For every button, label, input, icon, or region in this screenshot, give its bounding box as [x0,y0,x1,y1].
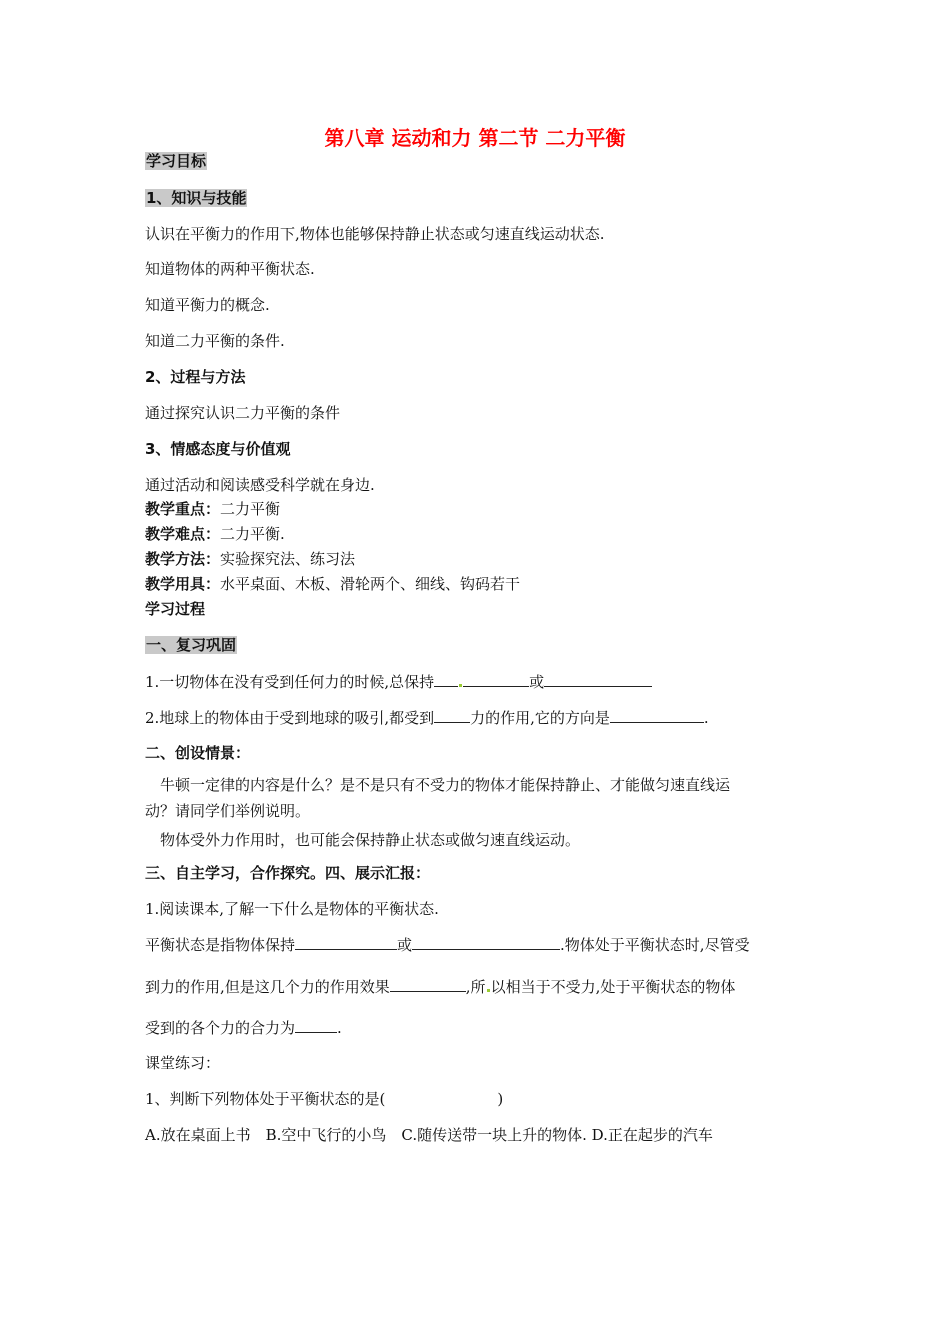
answer-blank[interactable] [295,1017,337,1033]
scene-paragraph: 物体受外力作用时，也可能会保持静止状态或做匀速直线运动。 [160,831,581,849]
objective-item: 认识在平衡力的作用下,物体也能够保持静止状态或匀速直线运动状态. [145,225,605,243]
process-heading: 学习过程 [145,600,206,618]
exercise-1: 1、判断下列物体处于平衡状态的是( ) [145,1090,504,1108]
study-heading: 三、自主学习，合作探究。四、展示汇报： [145,864,431,882]
section1-heading: 1、知识与技能 [146,189,247,207]
section2-heading: 2、过程与方法 [145,368,246,386]
answer-blank[interactable] [434,707,470,723]
scene-paragraph-cont: 动？请同学们举例说明。 [145,802,311,820]
objectives-heading: 学习目标 [146,152,207,170]
reading-task: 1.阅读课本,了解一下什么是物体的平衡状态. [145,900,439,918]
answer-blank[interactable] [610,707,704,723]
scene-heading: 二、创设情景： [145,744,251,762]
objective-item: 知道物体的两种平衡状态. [145,260,315,278]
exercise-1-options: A.放在桌面上书 B.空中飞行的小鸟 C.随传送带一块上升的物体. D.正在起步的汽车 [145,1126,713,1144]
marker-dot [487,989,490,992]
teaching-method: 教学方法：实验探究法、练习法 [145,550,356,568]
objective-item: 知道平衡力的概念. [145,296,270,314]
section3-text: 通过活动和阅读感受科学就在身边. [145,476,375,494]
teaching-tools: 教学用具：水平桌面、木板、滑轮两个、细线、钩码若干 [145,575,521,593]
answer-blank[interactable] [390,976,466,992]
teaching-difficulty: 教学难点：二力平衡. [145,525,285,543]
answer-blank[interactable] [463,671,529,687]
balance-question-line: 平衡状态是指物体保持 或 .物体处于平衡状态时,尽管受 [145,936,750,954]
teaching-key: 教学重点：二力平衡 [145,500,281,518]
page-title: 第八章 运动和力 第二节 二力平衡 [324,126,626,150]
balance-question-line: 到力的作用,但是这几个力的作用效果 ,所 以相当于不受力,处于平衡状态的物体 [145,978,736,996]
scene-paragraph: 牛顿一定律的内容是什么？是不是只有不受力的物体才能保持静止、才能做匀速直线运 [160,776,731,794]
answer-blank[interactable] [434,671,458,687]
section3-heading: 3、情感态度与价值观 [145,440,291,458]
review-heading: 一、复习巩固 [146,636,237,654]
answer-blank[interactable] [412,934,560,950]
answer-blank[interactable] [295,934,397,950]
question-1: 1.一切物体在没有受到任何力的时候,总保持 或 [145,671,652,692]
section2-text: 通过探究认识二力平衡的条件 [145,404,341,422]
balance-question-line: 受到的各个力的合力为 . [145,1019,342,1037]
marker-dot [459,684,462,687]
practice-label: 课堂练习： [145,1054,221,1072]
objective-item: 知道二力平衡的条件. [145,332,285,350]
answer-blank[interactable] [544,671,652,687]
question-2: 2.地球上的物体由于受到地球的吸引,都受到 力的作用,它的方向是 . [145,709,709,727]
